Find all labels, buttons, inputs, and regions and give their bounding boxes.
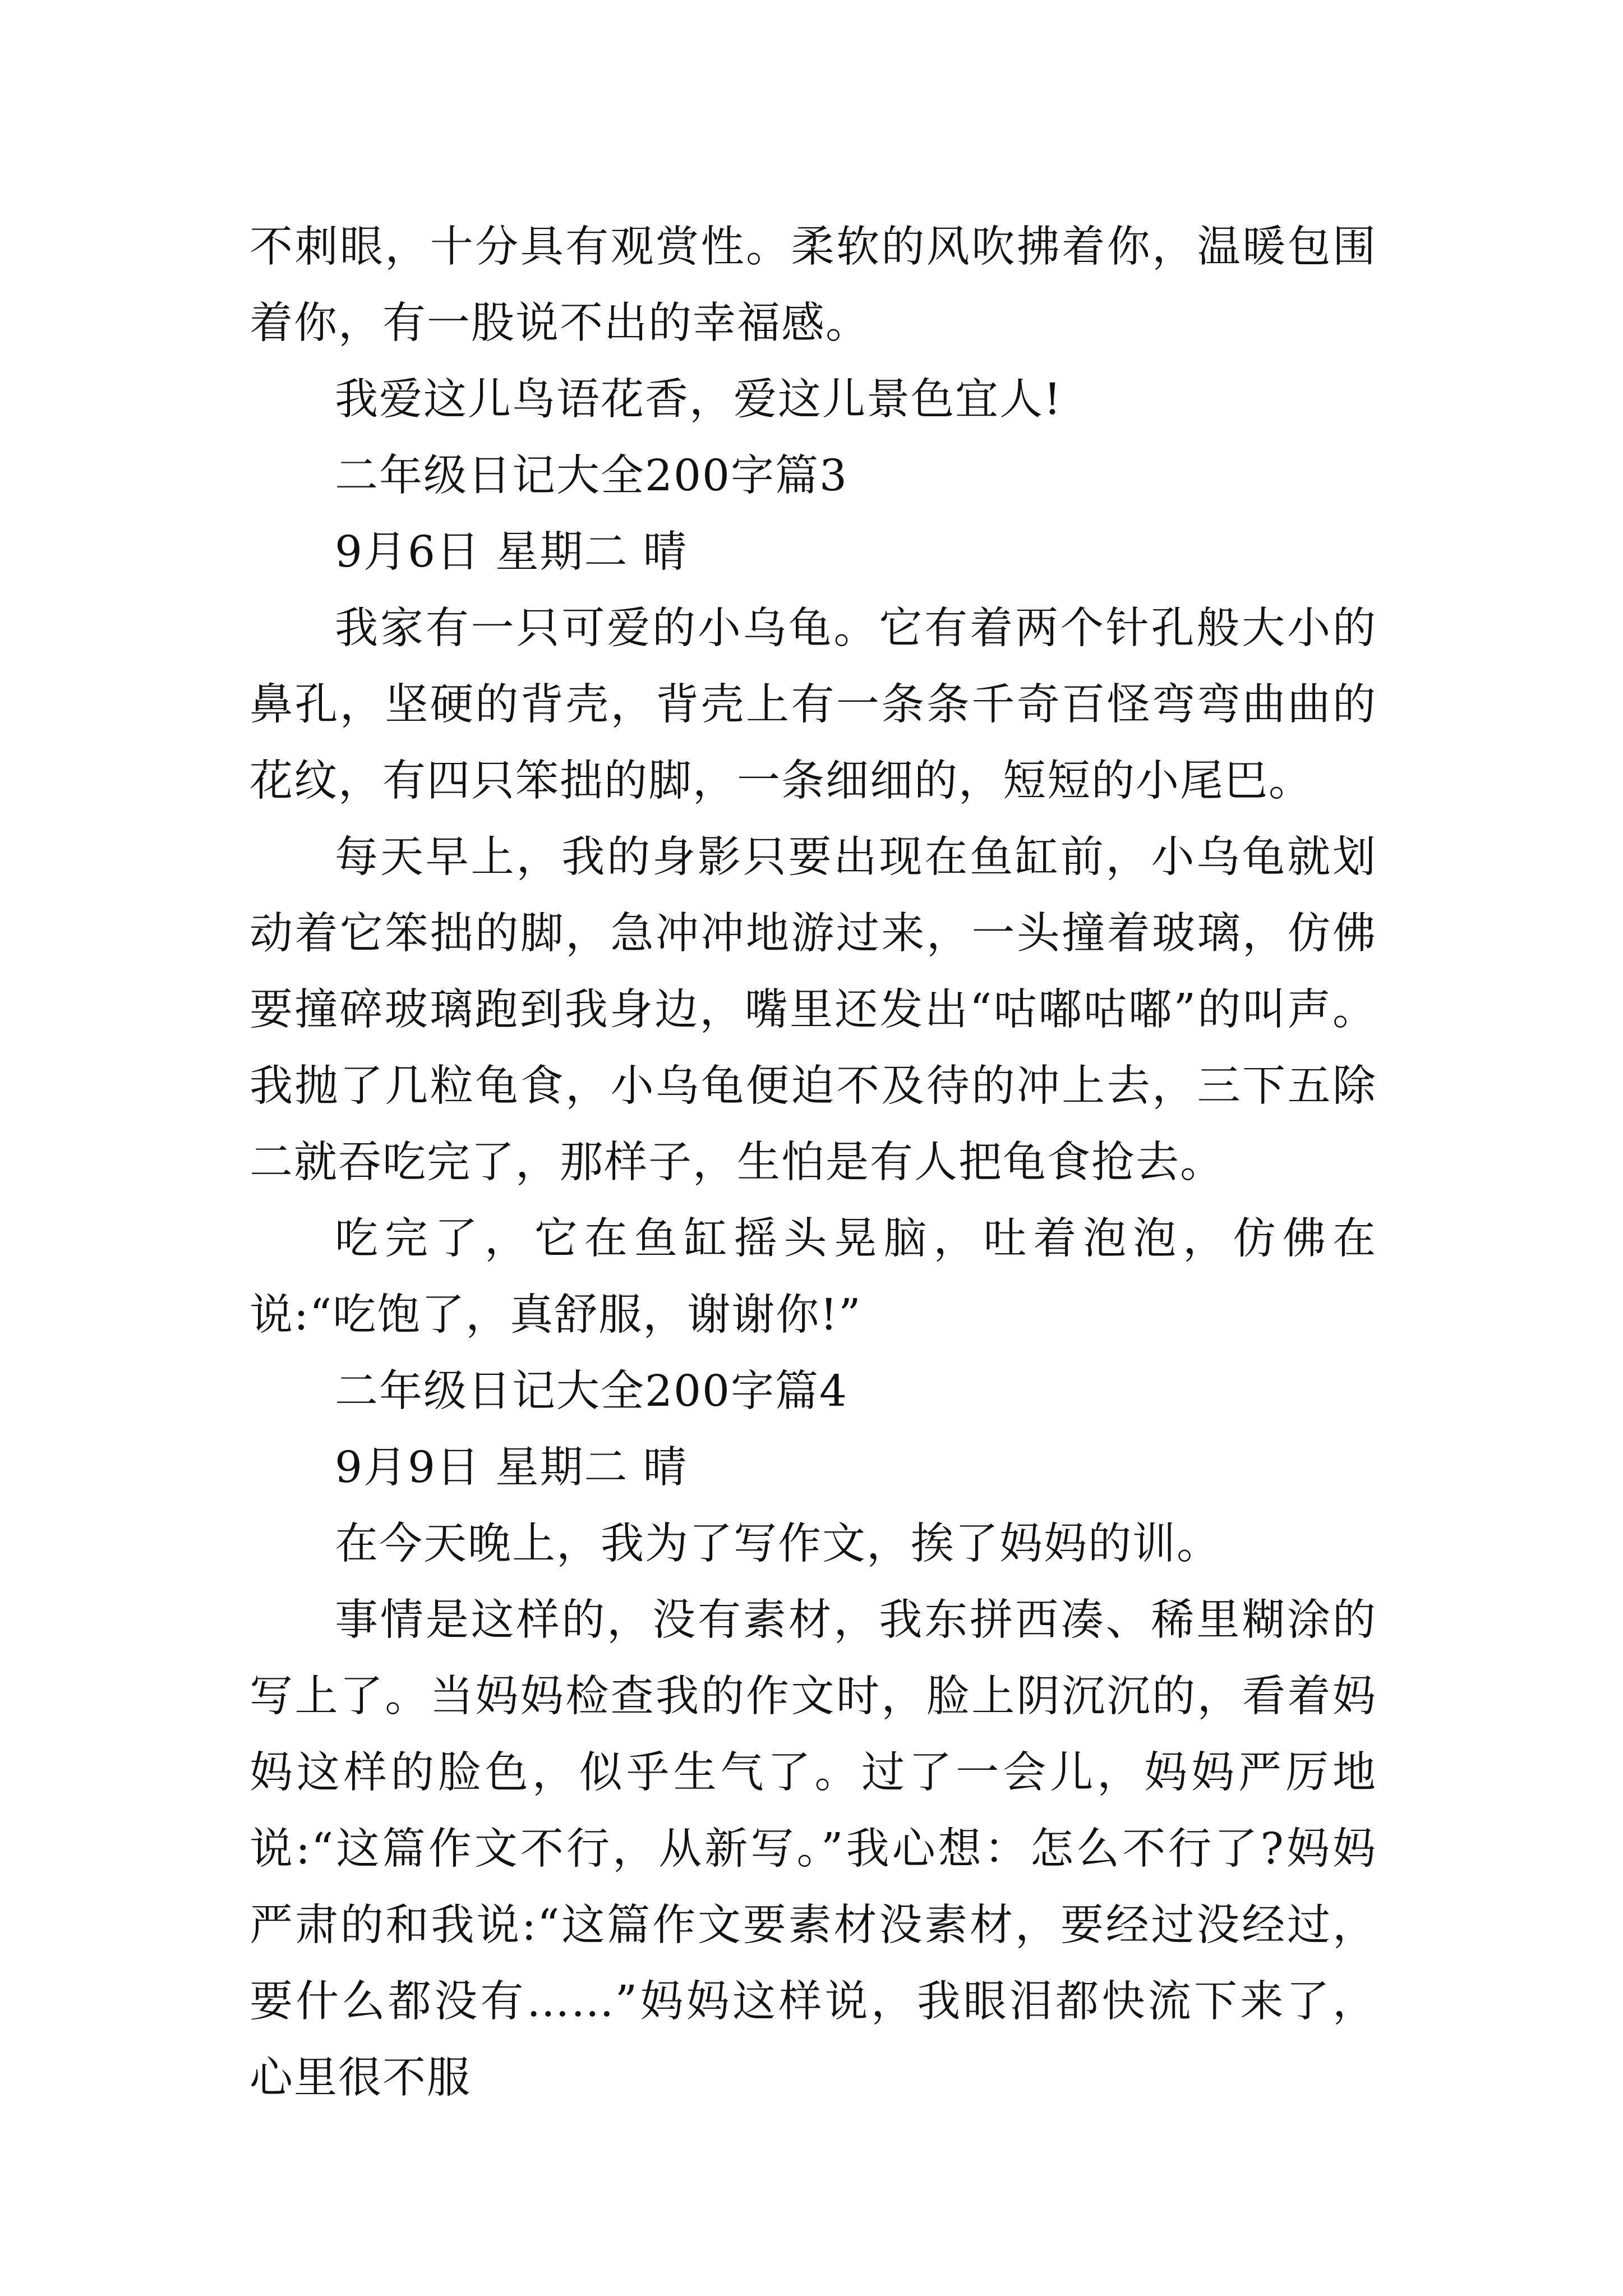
paragraph: 不刺眼，十分具有观赏性。柔软的风吹拂着你，温暖包围着你，有一股说不出的幸福感。 bbox=[250, 222, 1377, 348]
diary-date-line: 9月6日 星期二 晴 bbox=[335, 527, 688, 577]
document-body bbox=[250, 209, 1377, 2116]
paragraph: 在今天晚上，我为了写作文，挨了妈妈的训。 bbox=[335, 1519, 1221, 1569]
paragraph: 我爱这儿鸟语花香，爱这儿景色宜人! bbox=[335, 375, 1062, 425]
paragraph: 吃完了，它在鱼缸摇头晃脑，吐着泡泡，仿佛在说:“吃饱了，真舒服，谢谢你!” bbox=[250, 1214, 1377, 1340]
paragraph: 我家有一只可爱的小乌龟。它有着两个针孔般大小的鼻孔，坚硬的背壳，背壳上有一条条千奇百怪弯弯曲曲的花纹，有四只笨拙的脚，一条细细的，短短的小尾巴。 bbox=[250, 604, 1377, 806]
section-heading: 二年级日记大全200字篇4 bbox=[335, 1366, 848, 1416]
section-heading: 二年级日记大全200字篇3 bbox=[335, 451, 848, 501]
paragraph: 每天早上，我的身影只要出现在鱼缸前，小乌龟就划动着它笨拙的脚，急冲冲地游过来，一头撞着玻璃，仿佛要撞碎玻璃跑到我身边，嘴里还发出“咕嘟咕嘟”的叫声。我抛了几粒龟食，小乌龟便迫不及待的冲上去，三下五除二就吞吃完了，那样子，生怕是有人把龟食抢去。 bbox=[250, 832, 1377, 1188]
diary-date-line: 9月9日 星期二 晴 bbox=[335, 1443, 688, 1493]
paragraph: 事情是这样的，没有素材，我东拼西凑、稀里糊涂的写上了。当妈妈检查我的作文时，脸上阴沉沉的，看着妈妈这样的脸色，似乎生气了。过了一会儿，妈妈严厉地说:“这篇作文不行，从新写。”我心想：怎么不行了?妈妈严肃的和我说:“这篇作文要素材没素材，要经过没经过，要什么都没有……”妈妈这样说，我眼泪都快流下来了，心里很不服 bbox=[250, 1595, 1377, 2103]
